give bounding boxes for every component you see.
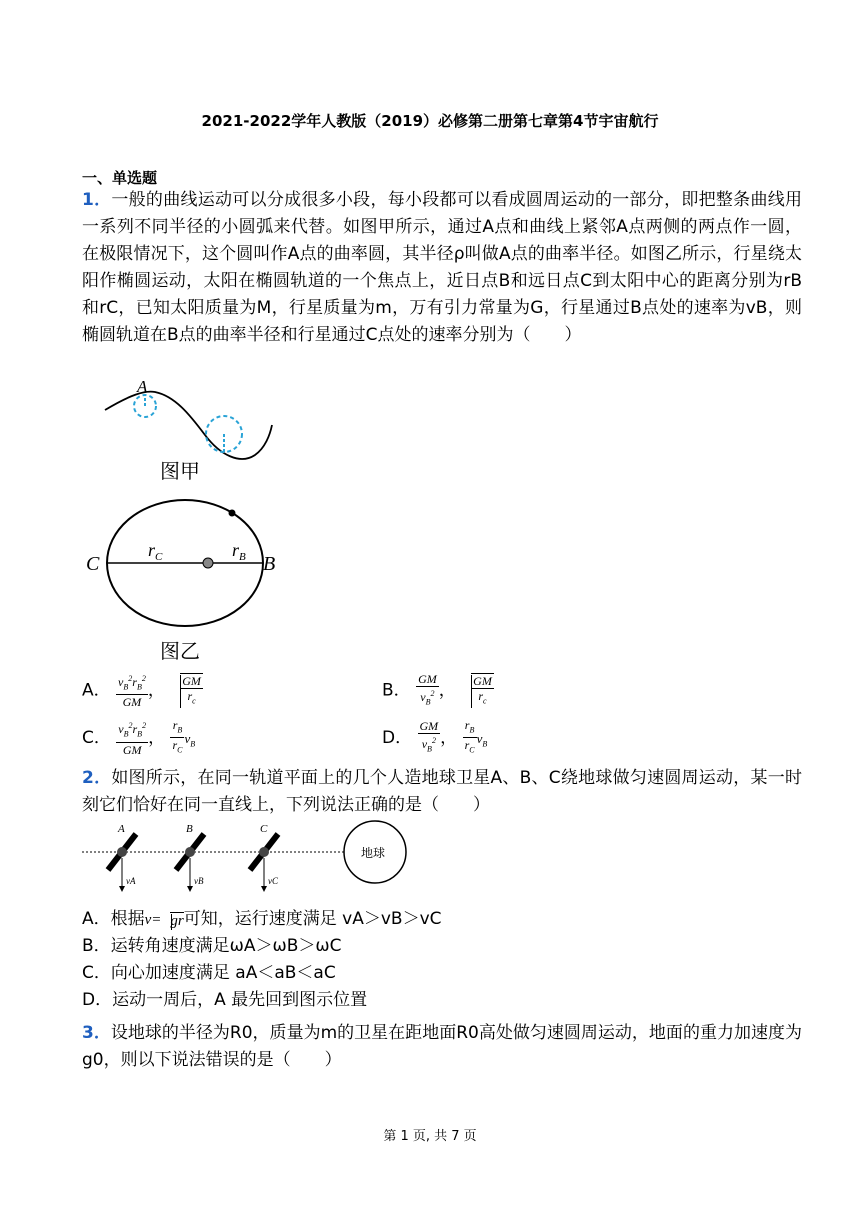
sun [203, 558, 213, 568]
question-text: 如图所示，在同一轨道平面上的几个人造地球卫星A、B、C绕地球做匀速圆周运动，某一时刻它们恰好在同一直线上，下列说法正确的是（ ） [82, 768, 802, 815]
sat-c-label: C [260, 823, 268, 835]
q1-option-c[interactable]: C． $\frac{v_B^2r_B^2}{GM}$ ， $\frac{r_B}{r_C}$ $v_B$ [82, 718, 196, 757]
rB-label: $r_B$ [232, 540, 246, 563]
question-3 [82, 1020, 802, 1074]
formula: $\frac{GM}{v_B^2}$ [418, 672, 437, 707]
formula: $\frac{v_B^2r_B^2}{GM}$ [118, 674, 146, 710]
q2-option-d[interactable]: D．运动一周后，A 最先回到图示位置 [82, 990, 368, 1010]
satellite-b [176, 823, 204, 892]
q1-option-b[interactable]: B． $\frac{GM}{v_B^2}$ ， $\frac{GM}{r_c}$ [382, 672, 494, 709]
formula-ratio: $\frac{r_B}{r_C}$ [464, 718, 475, 755]
figure-jia [100, 370, 280, 486]
point-A-label: A [137, 377, 148, 396]
q2-option-c[interactable]: C．向心加速度满足 aA＜aB＜aC [82, 963, 336, 983]
question-number: 3． [82, 1023, 111, 1043]
option-label: D． [382, 727, 413, 748]
option-label: C． [82, 727, 111, 748]
question-number: 1． [82, 190, 112, 210]
option-text: A．根据 [82, 909, 145, 929]
question-2 [82, 765, 802, 819]
formula-v-sqrt-gr: v= gr [144, 912, 184, 929]
earth-label: 地球 [361, 846, 386, 860]
rC-label: $r_C$ [148, 540, 163, 563]
q2-option-b[interactable]: B．运转角速度满足ωA＞ωB＞ωC [82, 936, 342, 956]
sine-curve [105, 392, 272, 459]
question-text: 一般的曲线运动可以分成很多小段，每小段都可以看成圆周运动的一部分，即把整条曲线用一系列不同半径的小圆弧来代替。如图甲所示，通过A点和曲线上紧邻A点两侧的两点作一圆，在极限情况下，这个圆叫作A点的曲率圆，其半径ρ叫做A点的曲率半径。如图乙所示，行星绕太阳作椭圆运动，太阳在椭圆轨道的一个焦点上，近日点B和远日点C到太阳中心的距离分别为rB和rC，已知太阳质量为M，行星质量为m，万有引力常量为G，行星通过B点处的速率为vB，则椭圆轨道在B点的曲率半径和行星通过C点处的速率分别为（ ） [82, 190, 802, 345]
option-label: A． [82, 680, 111, 701]
v-c-label: vC [268, 876, 278, 886]
formula-ratio: $\frac{r_B}{r_C}$ [172, 718, 183, 755]
figure-yi [80, 490, 290, 665]
formula: $\frac{v_B^2r_B^2}{GM}$ [118, 721, 147, 757]
point-B-label: B [263, 553, 276, 575]
satellite-figure [82, 820, 412, 900]
sat-a-label: A [118, 823, 125, 835]
formula: $\frac{GM}{v_B^2}$ [419, 719, 439, 754]
page-footer: 第 1 页, 共 7 页 [383, 1129, 477, 1144]
section-heading: 一、单选题 [82, 169, 158, 187]
sat-b-label: B [186, 823, 193, 835]
v-b-label: vB [194, 876, 204, 886]
point-C-label: C [86, 553, 100, 575]
planet [229, 510, 236, 517]
satellite-a [108, 823, 136, 892]
figure-yi-caption: 图乙 [160, 641, 200, 663]
figure-jia-caption: 图甲 [160, 461, 200, 483]
v-a-label: vA [126, 876, 136, 886]
question-number: 2． [82, 768, 112, 788]
sqrt-formula: $\frac{GM}{r_c}$ [170, 673, 203, 708]
option-text: 可知，运行速度满足 vA＞vB＞vC [183, 909, 442, 929]
sqrt-formula: $\frac{GM}{r_c}$ [461, 673, 494, 708]
satellite-c [250, 823, 279, 892]
q1-option-a[interactable]: A． $\frac{v_B^2r_B^2}{GM}$ ， $\frac{GM}{r_c}$ [82, 674, 201, 710]
q1-option-d[interactable]: D． $\frac{GM}{v_B^2}$ ， $\frac{r_B}{r_C}$ $v_B$ [382, 718, 487, 758]
question-1 [82, 187, 802, 349]
question-text: 设地球的半径为R0，质量为m的卫星在距地面R0高处做匀速圆周运动，地面的重力加速度为g0，则以下说法错误的是（ ） [82, 1023, 802, 1070]
document-title: 2021-2022学年人教版（2019）必修第二册第七章第4节宇宙航行 [201, 112, 659, 130]
option-label: B． [382, 680, 411, 701]
q2-option-a[interactable] [82, 904, 442, 930]
